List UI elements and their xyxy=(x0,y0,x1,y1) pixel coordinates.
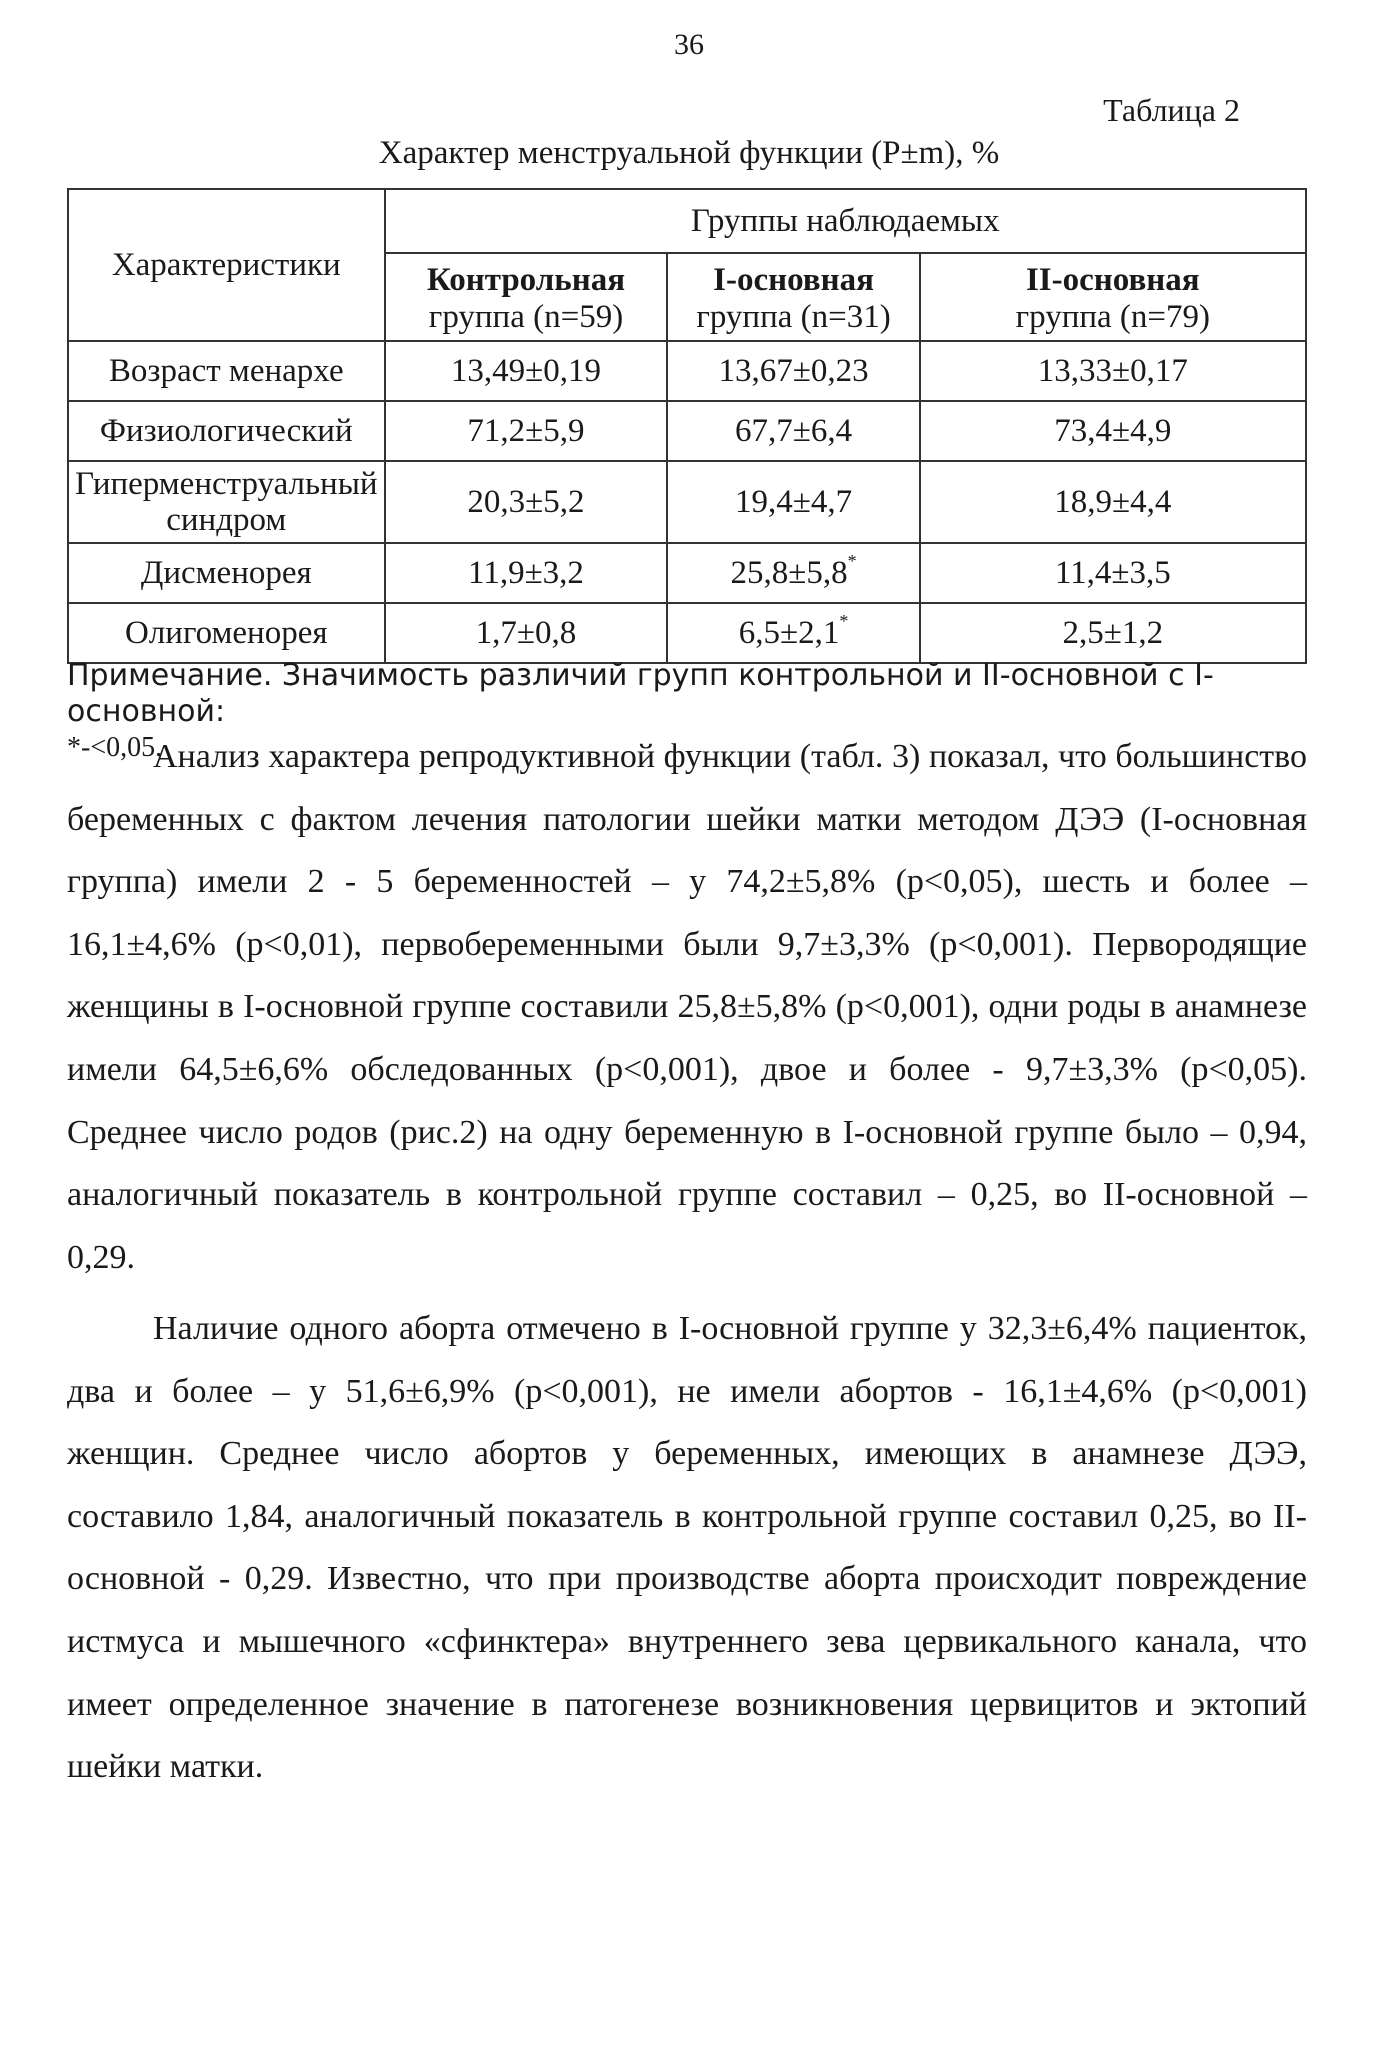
column-name: II-основная xyxy=(1025,262,1200,298)
row-label xyxy=(68,461,385,543)
body-paragraph: Анализ характера репродуктивной функции (табл. 3) показал, что большинство беременных с фактом лечения патологии шейки матки методом ДЭЭ (I-основная группа) имели 2 - 5 беременностей – у 74,2±5,8% (p<0,05), шесть и более – 16,1±4,6% (p<0,01), первобеременными были 9,7±3,3% (p<0,001). Первородящие женщины в I-основной группе составили 25,8±5,8% (p<0,001), одни роды в анамнезе имели 64,5±6,6% обследованных (p<0,001), двое и более - 9,7±3,3% (p<0,05). Среднее число родов (рис.2) на одну беременную в I-основной группе было – 0,94, аналогичный показатель в контрольной группе составил – 0,25, во II-основной – 0,29. xyxy=(67,738,1307,1276)
table-cell: 71,2±5,9 xyxy=(385,401,668,461)
table-label: Таблица 2 xyxy=(1103,92,1240,128)
column-header-control xyxy=(385,253,668,341)
table-cell: 11,4±3,5 xyxy=(920,543,1306,603)
page-number: 36 xyxy=(674,28,704,61)
table-row xyxy=(68,603,1306,663)
table-cell: 19,4±4,7 xyxy=(667,461,919,543)
note-significance: *-<0,05. xyxy=(67,732,163,763)
table-row xyxy=(68,543,1306,603)
table-cell: 2,5±1,2 xyxy=(920,603,1306,663)
column-sub: группа (n=59) xyxy=(428,299,624,335)
row-label-line: Гиперменструальный xyxy=(75,466,378,502)
row-label: Олигоменорея xyxy=(68,603,385,663)
table-row xyxy=(68,461,1306,543)
column-header-main2 xyxy=(920,253,1306,341)
column-name: Контрольная xyxy=(426,262,626,298)
row-label: Физиологический xyxy=(68,401,385,461)
row-header-cell: Характеристики xyxy=(68,189,385,341)
table-cell: 11,9±3,2 xyxy=(385,543,668,603)
group-header-cell: Группы наблюдаемых xyxy=(385,189,1306,253)
table-cell xyxy=(667,543,919,603)
table-cell: 20,3±5,2 xyxy=(385,461,668,543)
table-cell: 1,7±0,8 xyxy=(385,603,668,663)
table-cell: 13,67±0,23 xyxy=(667,341,919,401)
significance-mark: * xyxy=(839,610,849,631)
table-row xyxy=(68,401,1306,461)
row-label-line: синдром xyxy=(166,502,287,538)
table-cell xyxy=(667,603,919,663)
column-name: I-основная xyxy=(713,262,874,298)
column-header-main1 xyxy=(667,253,919,341)
column-sub: группа (n=79) xyxy=(1015,299,1211,335)
table-cell: 18,9±4,4 xyxy=(920,461,1306,543)
table-cell: 13,49±0,19 xyxy=(385,341,668,401)
table-cell: 73,4±4,9 xyxy=(920,401,1306,461)
table-cell: 13,33±0,17 xyxy=(920,341,1306,401)
menstrual-function-table xyxy=(67,188,1307,664)
table-title: Характер менструальной функции (P±m), % xyxy=(378,135,1000,171)
row-label: Дисменорея xyxy=(68,543,385,603)
row-label: Возраст менархе xyxy=(68,341,385,401)
table-row xyxy=(68,341,1306,401)
note-text: Примечание. Значимость различий групп контрольной и II-основной с I-основной: xyxy=(67,658,1214,729)
cell-value: 6,5±2,1 xyxy=(738,614,840,651)
cell-value: 25,8±5,8 xyxy=(730,554,848,591)
column-sub: группа (n=31) xyxy=(696,299,891,335)
body-paragraph: Наличие одного аборта отмечено в I-основной группе у 32,3±6,4% пациенток, два и более – у 51,6±6,9% (p<0,001), не имели абортов - 16,1±4,6% (p<0,001) женщин. Среднее число абортов у беременных, имеющих в анамнезе ДЭЭ, составило 1,84, аналогичный показатель в контрольной группе составил 0,25, во II-основной - 0,29. Известно, что при производстве аборта происходит повреждение истмуса и мышечного «сфинктера» внутреннего зева цервикального канала, что имеет определенное значение в патогенезе возникновения цервицитов и эктопий шейки матки. xyxy=(67,1310,1307,1786)
table-cell: 67,7±6,4 xyxy=(667,401,919,461)
significance-mark: * xyxy=(847,550,857,571)
